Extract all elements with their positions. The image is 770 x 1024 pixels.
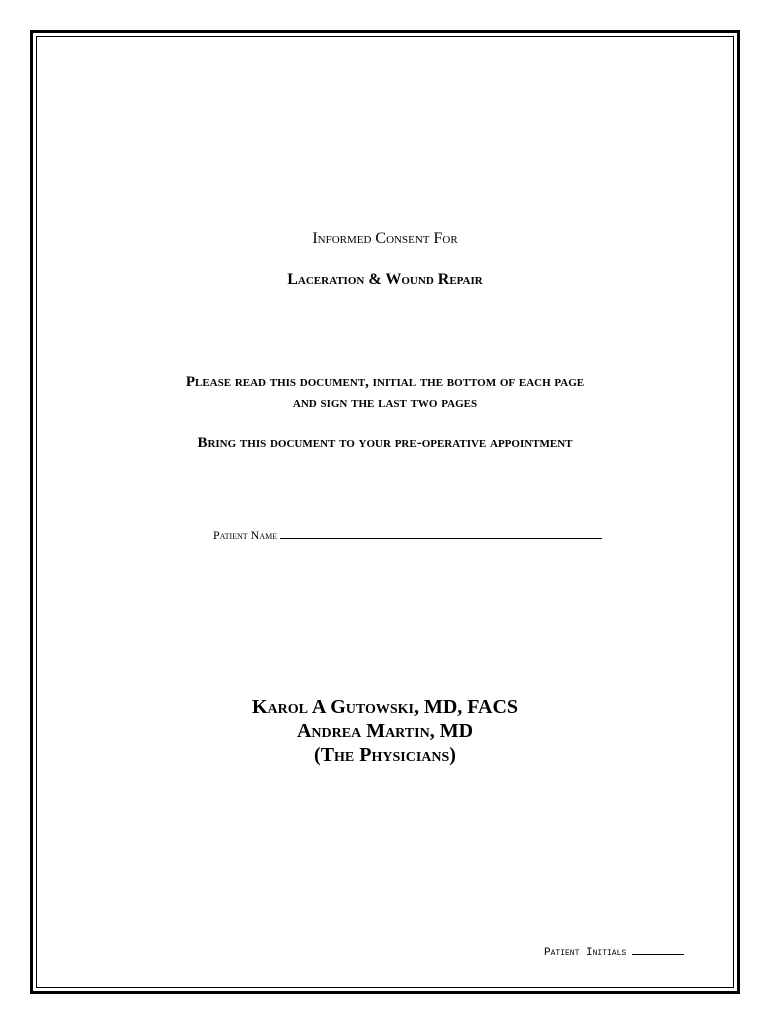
patient-initials-label: Patient Initials (544, 947, 627, 959)
document-title-line2: Laceration & Wound Repair (287, 271, 483, 288)
instruction-line3: Bring this document to your pre-operative appointment (197, 435, 573, 451)
physicians-caption: (The Physicians) (314, 744, 456, 766)
instruction-line2: and sign the last two pages (292, 395, 478, 411)
patient-name-label: Patient Name (213, 528, 278, 542)
physician-name-2: Andrea Martin, MD (296, 720, 474, 742)
document-title-line1: Informed Consent For (312, 230, 458, 247)
instruction-line1: Please read this document, initial the bottom of each page (185, 374, 585, 390)
page-border-inner (36, 36, 734, 988)
patient-name-field[interactable] (213, 527, 602, 543)
patient-name-blank[interactable] (280, 527, 602, 539)
physician-name-1: Karol A Gutowski, MD, FACS (251, 696, 519, 718)
patient-initials-field[interactable] (544, 944, 684, 959)
patient-initials-blank[interactable] (632, 944, 684, 955)
